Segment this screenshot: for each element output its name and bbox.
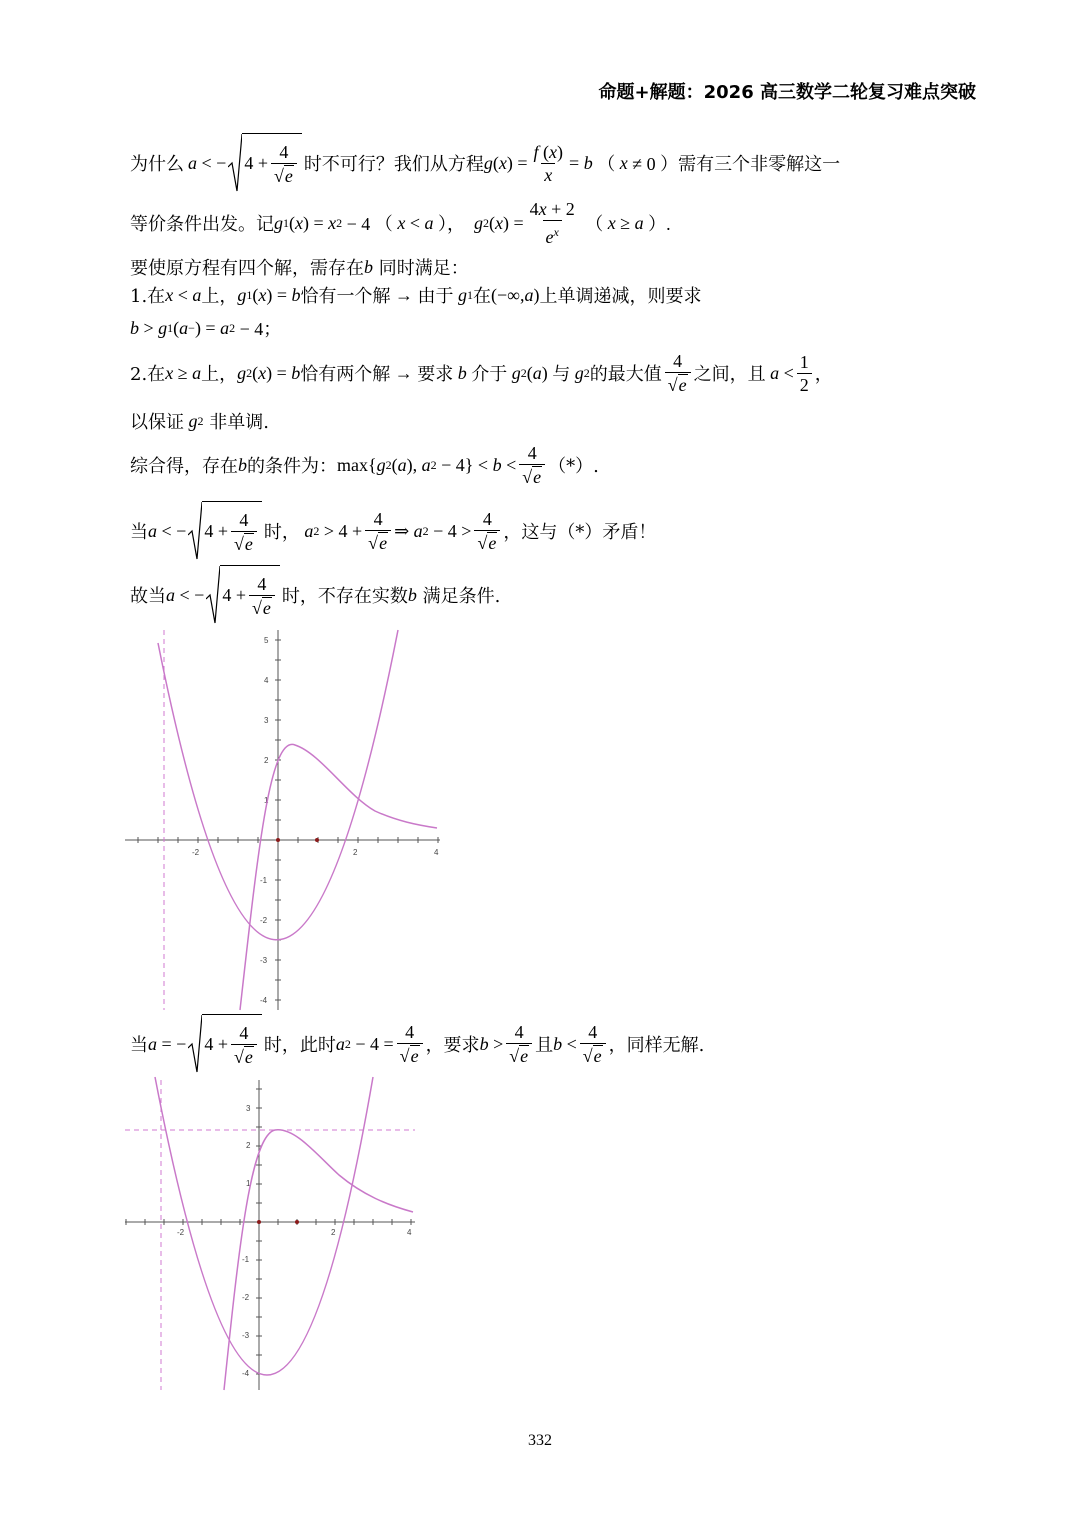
page-header: 命题+解题：2026 高三数学二轮复习难点突破 — [598, 82, 976, 103]
text-span: 上， — [201, 364, 238, 385]
text-span: 时，此时 — [263, 1035, 336, 1056]
x-tick-label: 2 — [331, 1228, 336, 1237]
point-marker — [315, 838, 319, 842]
text-span: 时不可行？我们从方程 — [303, 154, 484, 175]
y-tick-label: -4 — [242, 1369, 250, 1378]
text-line-2: 等价条件出发。记 g 1 ( x ) = x 2 − 4 （ x < a ）， g 2 ( x ) = $\frac{4x + 2}{e^x}$ （ x ≥ a ）. — [130, 199, 671, 247]
text-span: 综合得，存在 — [130, 456, 238, 477]
text-span: 介于 — [471, 364, 508, 385]
curve-cubic — [224, 1130, 413, 1390]
text-span: 之间，且 — [693, 364, 766, 385]
y-tick-label: 2 — [246, 1141, 251, 1150]
sqrt-expression: 4 + 4 √ e — [206, 565, 280, 625]
y-tick-label: 3 — [246, 1104, 251, 1113]
y-tick-label: -2 — [242, 1293, 250, 1302]
text-span: 要求 — [417, 364, 454, 385]
text-span: 与 — [552, 364, 571, 385]
text-line-6: 2.在 x ≥ a 上， g 2 ( x ) = b 恰有两个解 → 要求 b 介于 g 2 ( a ) 与 g 2 的最大值 4 √ e 之间，且 a < $\frac{1}{2}$ ， — [130, 351, 833, 395]
page-number: 332 — [528, 1432, 552, 1449]
text-span: 时，不存在实数 — [281, 586, 408, 607]
text-line-9: 当 a < − 4 + 4 √ e 时， a 2 > 4 + 4 √ e ⇒ a 2 − 4 > 4 √ e ，这与（*）矛盾！ — [130, 498, 656, 564]
text-span: 同时满足： — [378, 258, 469, 279]
text-line-11: 当 a = − 4 + 4 √ e 时，此时 a 2 − 4 = 4 √ e ，要求 b > 4 √ e 且 b < 4 √ e ，同样无解. — [130, 1012, 704, 1076]
text-span: 等价条件出发。记 — [130, 214, 274, 235]
y-tick-label: 1 — [264, 796, 269, 805]
sqrt-expression: 4 + 4 √ e — [228, 133, 302, 193]
text-span: 2.在 — [130, 364, 166, 385]
text-span: ，要求 — [425, 1035, 480, 1056]
y-tick-label: -3 — [242, 1331, 250, 1340]
x-tick-label: 2 — [353, 848, 358, 857]
curve-cubic — [240, 744, 437, 1010]
y-tick-label: -1 — [242, 1255, 250, 1264]
text-span: 的最大值 — [589, 364, 662, 385]
sqrt-expression: 4 + 4 √ e — [188, 501, 262, 561]
y-tick-label: 4 — [264, 676, 269, 685]
text-span: ，同样无解. — [608, 1035, 705, 1056]
x-tick-label: 4 — [434, 848, 439, 857]
x-tick-label: -2 — [192, 848, 200, 857]
y-tick-label: -1 — [260, 876, 268, 885]
curve-parabola — [155, 1077, 373, 1375]
y-tick-label: 1 — [246, 1179, 251, 1188]
text-span: （*）. — [548, 456, 599, 477]
text-span: 为什么 — [130, 154, 184, 175]
text-span: 时， — [263, 522, 300, 543]
text-span: 需有三个非零解这一 — [678, 154, 841, 175]
text-span: 恰有两个解 — [300, 364, 391, 385]
text-span: 在 — [473, 286, 491, 307]
text-span: 恰有一个解 — [300, 286, 391, 307]
y-tick-label: -4 — [260, 996, 268, 1005]
point-marker — [295, 1220, 299, 1224]
text-span: 上单调递减，则要求 — [539, 286, 702, 307]
x-tick-label: 4 — [407, 1228, 412, 1237]
function-graph-1 — [125, 625, 445, 1013]
function-graph-2 — [125, 1075, 420, 1393]
text-line-3: 要使原方程有四个解，需存在 b 同时满足： — [130, 254, 469, 280]
y-tick-label: -3 — [260, 956, 268, 965]
y-tick-label: -2 — [260, 916, 268, 925]
y-tick-label: 2 — [264, 756, 269, 765]
y-tick-label: 5 — [264, 636, 269, 645]
text-line-10: 故当 a < − 4 + 4 √ e 时，不存在实数 b 满足条件. — [130, 564, 500, 626]
text-span: 的条件为： — [247, 456, 337, 477]
text-line-7: 以保证 g 2 非单调. — [130, 408, 269, 434]
point-marker — [257, 1220, 261, 1224]
text-span: 要使原方程有四个解，需存在 — [130, 258, 364, 279]
text-line-5: b > g 1 ( a − ) = a 2 − 4； — [130, 317, 282, 339]
text-span: 故当 — [130, 586, 166, 607]
text-line-8: 综合得，存在 b 的条件为： max{ g 2 ( a ), a 2 − 4} < b < 4 √ e （*）. — [130, 443, 599, 487]
point-marker — [276, 838, 280, 842]
y-tick-label: 3 — [264, 716, 269, 725]
text-span: 以保证 — [130, 412, 184, 433]
text-span: 且 — [535, 1035, 554, 1056]
text-span: 1.在 — [130, 286, 166, 307]
text-span: 非单调. — [209, 412, 269, 433]
text-line-1: 为什么 a < − 4 + 4 √ e 时不可行？我们从方程 g ( x ) = $\frac{f (x)}{x}$ = b （ x ≠ 0 ） 需有三个非零解这一 — [130, 130, 840, 196]
text-span: ，这与（*）矛盾！ — [503, 522, 657, 543]
sqrt-expression: 4 + 4 √ e — [188, 1014, 262, 1074]
x-tick-label: -2 — [177, 1228, 185, 1237]
text-span: 由于 — [417, 286, 454, 307]
text-span: 上， — [201, 286, 238, 307]
text-span: 当 — [130, 522, 148, 543]
text-span: 满足条件. — [422, 586, 501, 607]
text-line-4: 1.在 x < a 上， g 1 ( x ) = b 恰有一个解 → 由于 g 1 在 (−∞, a ) 上单调递减，则要求 — [130, 282, 701, 308]
text-span: 当 — [130, 1035, 148, 1056]
